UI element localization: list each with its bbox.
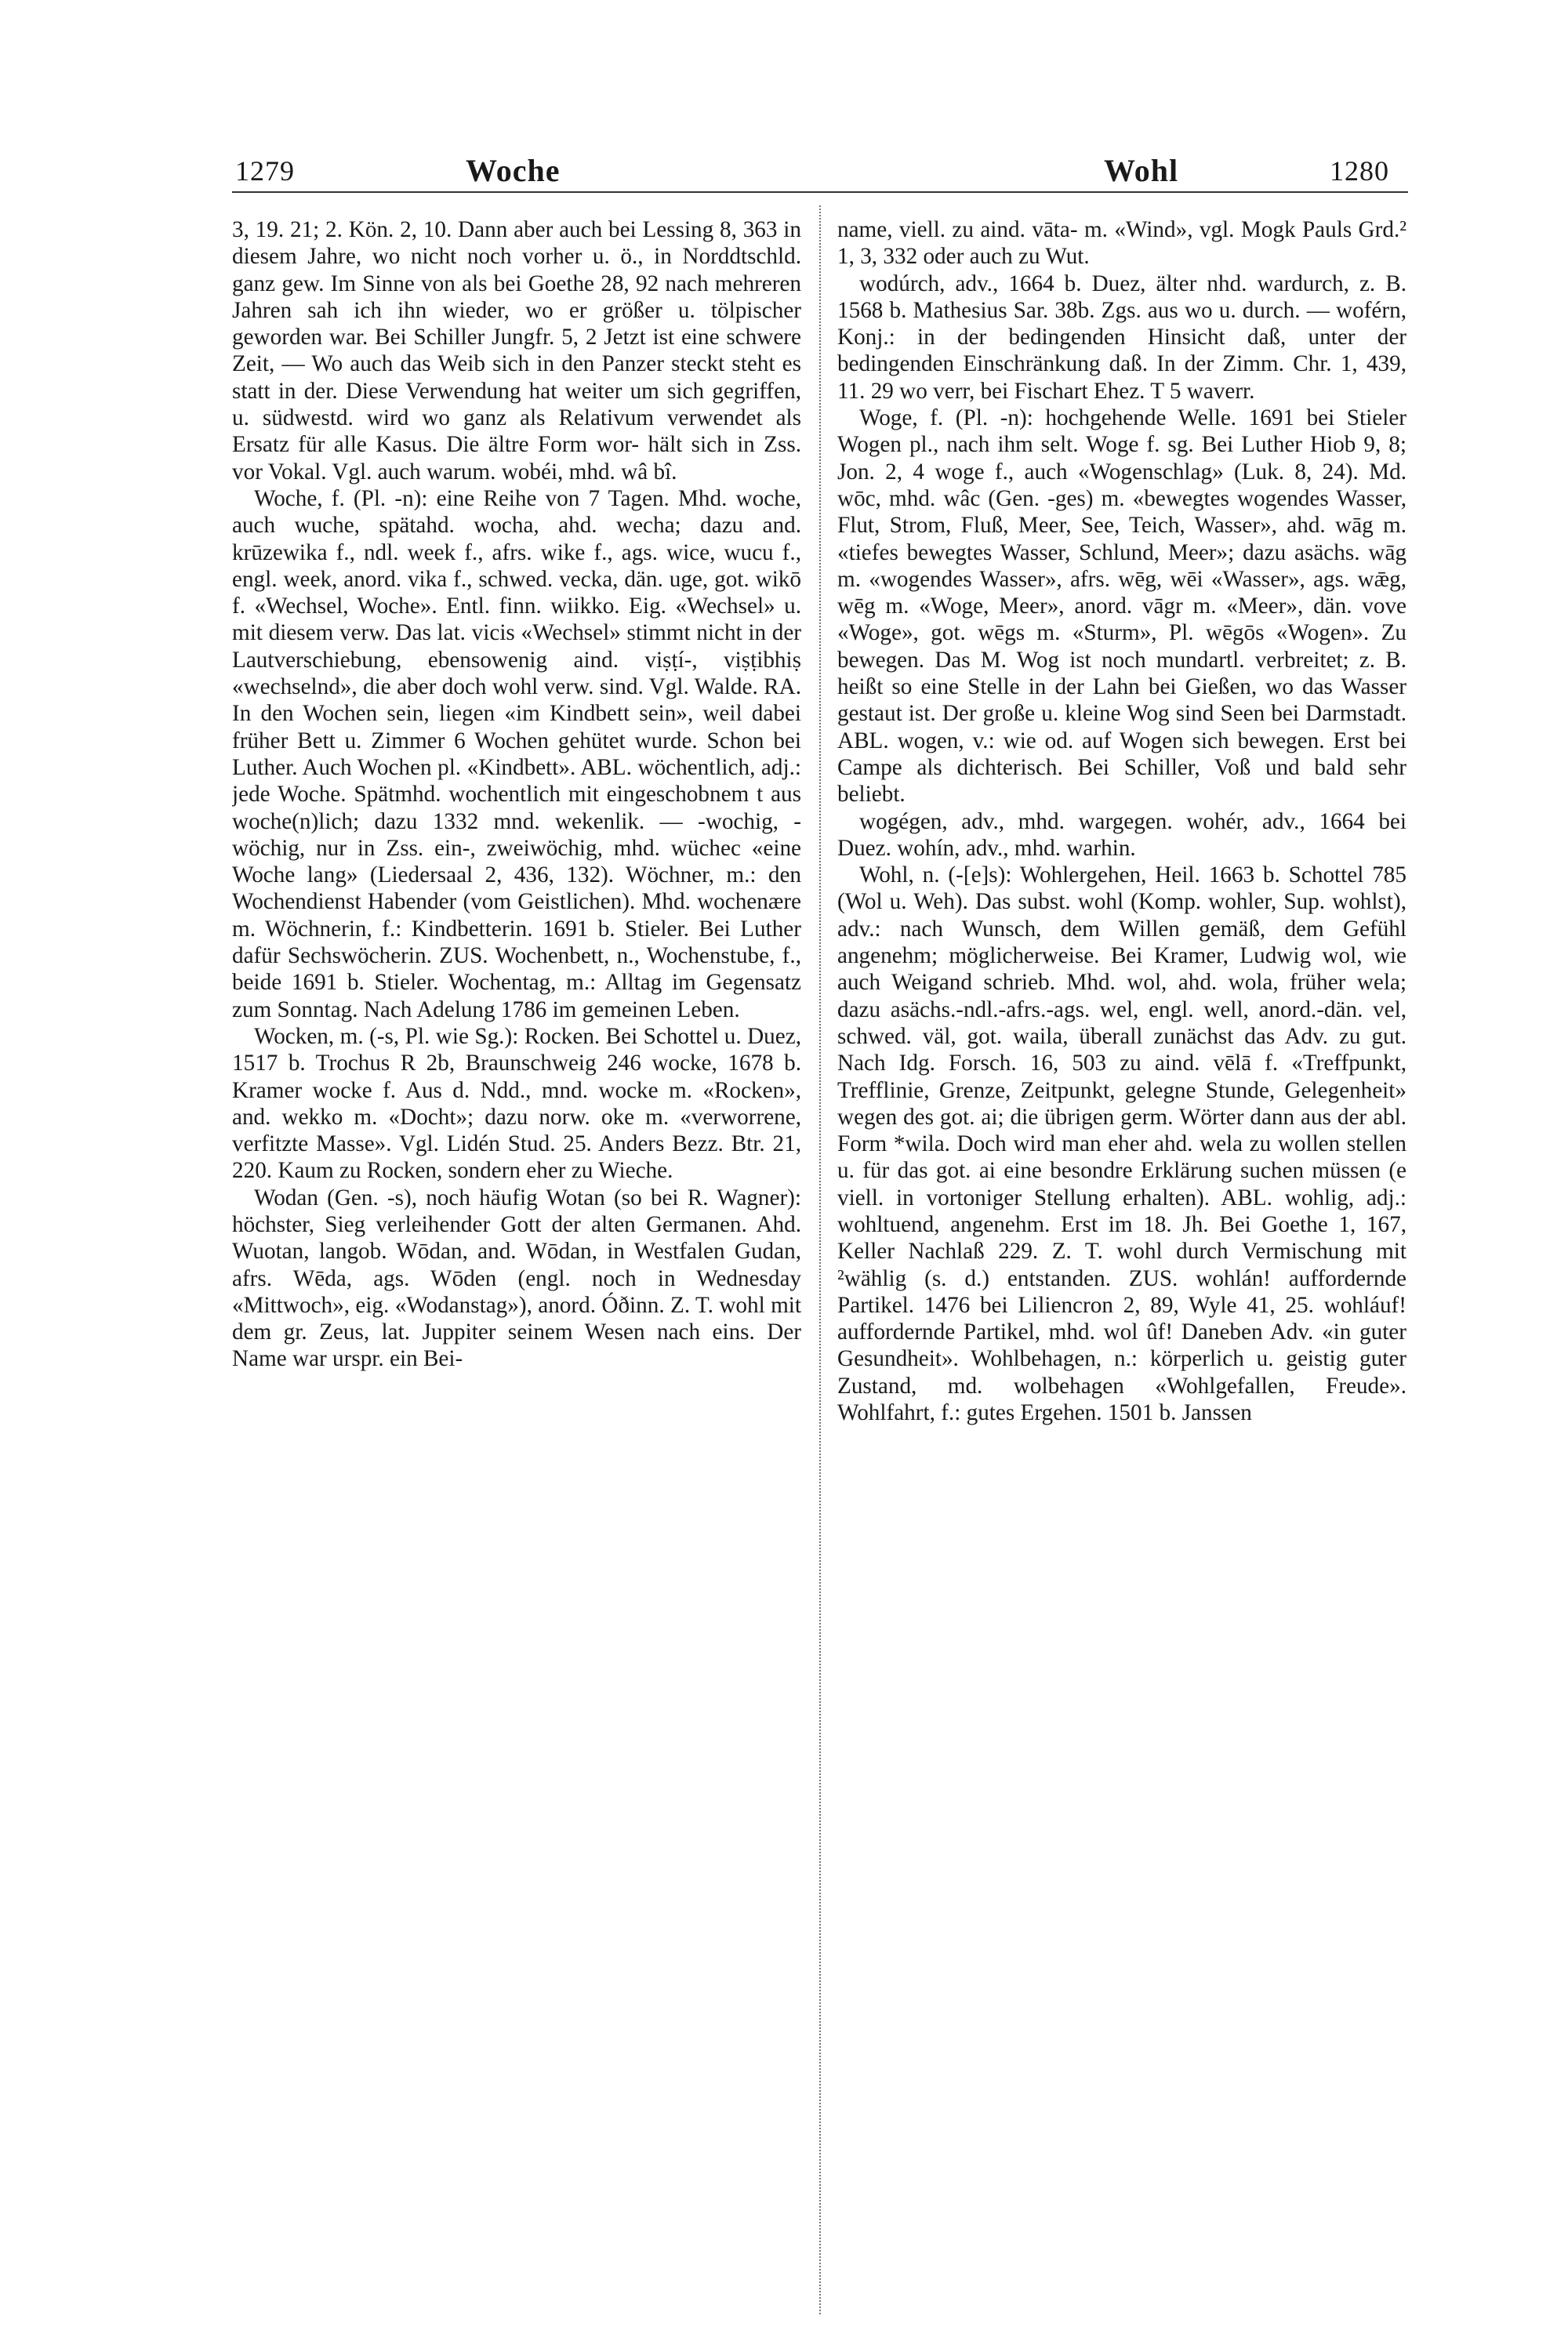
entry-wohl: Wohl, n. (-[e]s): Wohlergehen, Heil. 1663 b. Schottel 785 (Wol u. Weh). Das subst. wohl (Komp. wohler, Sup. wohlst), adv.: nach Wunsch, dem Willen gemäß, dem Gefühl angenehm; möglicherweise. Bei Kramer, Ludwig wol, wie auch Weigand schrieb. Mhd. wol, ahd. wola, früher wela; dazu asächs.-ndl.-afrs.-ags. wel, engl. well, anord.-dän. vel, schwed. väl, got. waila, überall zunächst das Adv. zu gut. Nach Idg. Forsch. 16, 503 zu aind. vēlā f. «Treffpunkt, Trefflinie, Grenze, Zeitpunkt, gelegne Stunde, Gelegenheit» wegen des got. ai; die übrigen germ. Wörter dann aus der abl. Form *wila. Doch wird man eher ahd. wela zu wollen stellen u. für das got. ai eine besondre Erklärung suchen müssen (e viell. in vortoniger Stellung erhalten). ABL. wohlig, adj.: wohltuend, angenehm. Erst im 18. Jh. Bei Goethe 1, 167, Keller Nachlaß 229. Z. T. wohl durch Vermischung mit ²wählig (s. d.) entstanden. ZUS. wohlán! auffordernde Partikel. 1476 bei Liliencron 2, 89, Wyle 41, 25. wohláuf! auffordernde Partikel, mhd. wol ûf! Daneben Adv. «in guter Gesundheit». Wohlbehagen, n.: körperlich u. geistig guter Zustand, md. wolbehagen «Wohlgefallen, Freude». Wohlfahrt, f.: gutes Ergehen. 1501 b. Janssen (837, 862, 1406, 1426)
entry-wogegen: wogégen, adv., mhd. wargegen. wohér, adv., 1664 bei Duez. wohín, adv., mhd. warhin. (837, 808, 1406, 861)
entry-wodurch: wodúrch, adv., 1664 b. Duez, älter nhd. wardurch, z. B. 1568 b. Mathesius Sar. 38b. Zgs. aus wo u. durch. — woférn, Konj.: in der bedingenden Hinsicht daß, unter der bedingenden Einschränkung daß. In der Zimm. Chr. 1, 439, 11. 29 wo verr, bei Fischart Ehez. T 5 waverr. (837, 270, 1406, 404)
left-page-number: 1279 (235, 155, 295, 187)
page-header (232, 154, 1408, 191)
right-column (837, 216, 1406, 2318)
entry-continuation: 3, 19. 21; 2. Kön. 2, 10. Dann aber auch bei Lessing 8, 363 in diesem Jahre, wo nicht noch vorher u. ö., in Norddtschld. ganz gew. Im Sinne von als bei Goethe 28, 92 nach mehreren Jahren sah ich ihn wieder, wo er größer u. tölpischer geworden war. Bei Schiller Jungfr. 5, 2 Jetzt ist eine schwere Zeit, — Wo auch das Weib sich in den Panzer steckt steht es statt in der. Diese Verwendung hat weiter um sich gegriffen, u. südwestd. wird wo ganz als Relativum verwendet als Ersatz für alle Kasus. Die ältre Form wor- hält sich in Zss. vor Vokal. Vgl. auch warum. wobéi, mhd. wâ bî. (232, 217, 801, 485)
entry-wodan: Wodan (Gen. -s), noch häufig Wotan (so bei R. Wagner): höchster, Sieg verleihender Gott der alten Germanen. Ahd. Wuotan, langob. Wōdan, and. Wōdan, in Westfalen Gudan, afrs. Wēda, ags. Wōden (engl. noch in Wednesday «Mittwoch», eig. «Wodanstag»), anord. Óðinn. Z. T. wohl mit dem gr. Zeus, lat. Juppiter seinem Wesen nach eins. Der Name war urspr. ein Bei- (232, 1185, 801, 1372)
column-divider (819, 205, 821, 2314)
header-rule (232, 191, 1408, 193)
entry-woge: Woge, f. (Pl. -n): hochgehende Welle. 1691 bei Stieler Wogen pl., nach ihm selt. Woge f. sg. Bei Luther Hiob 9, 8; Jon. 2, 4 woge f., auch «Wogenschlag» (Luk. 8, 24). Md. wōc, mhd. wâc (Gen. -ges) m. «bewegtes wogendes Wasser, Flut, Strom, Fluß, Meer, See, Teich, Wasser», ahd. wāg m. «tiefes bewegtes Wasser, Schlund, Meer»; dazu asächs. wāg m. «wogendes Wasser», afrs. wēg, wēi «Wasser», ags. wǣg, wēg m. «Woge, Meer», anord. vāgr m. «Meer», dän. vove «Woge», got. wēgs m. «Sturm», Pl. wēgōs «Wogen». Zu bewegen. Das M. Wog ist noch mundartl. verbreitet; z. B. heißt so eine Stelle in der Lahn bei Gießen, wo das Wasser gestaut ist. Der große u. kleine Wog sind Seen bei Darmstadt. ABL. wogen, v.: wie od. auf Wogen sich bewegen. Erst bei Campe als dichterisch. Bei Schiller, Voß und bald sehr beliebt. (837, 405, 1406, 808)
right-page-number: 1280 (1330, 155, 1389, 187)
left-running-head: Woche (466, 153, 561, 188)
left-column (232, 216, 801, 2318)
entry-wocken: Wocken, m. (-s, Pl. wie Sg.): Rocken. Bei Schottel u. Duez, 1517 b. Trochus R 2b, Braunschweig 246 wocke, 1678 b. Kramer wocke f. Aus d. Ndd., mnd. wocke m. «Rocken», and. wekko m. «Docht»; dazu norw. oke m. «verworrene, verfitzte Masse». Vgl. Lidén Stud. 25. Anders Bezz. Btr. 21, 220. Kaum zu Rocken, sondern eher zu Wieche. (232, 1023, 801, 1184)
entry-continuation: name, viell. zu aind. vāta- m. «Wind», vgl. Mogk Pauls Grd.² 1, 3, 332 oder auch zu Wut. (837, 217, 1406, 270)
right-running-head: Wohl (1104, 153, 1179, 188)
entry-woche: Woche, f. (Pl. -n): eine Reihe von 7 Tagen. Mhd. woche, auch wuche, spätahd. wocha, ahd. wecha; dazu and. krūzewika f., ndl. week f., afrs. wike f., ags. wice, wucu f., engl. week, anord. vika f., schwed. vecka, dän. uge, got. wikō f. «Wechsel, Woche». Entl. finn. wiikko. Eig. «Wechsel» u. mit diesem verw. Das lat. vicis «Wechsel» stimmt nicht in der Lautverschiebung, ebensowenig aind. viṣṭí-, viṣṭibhiṣ «wechselnd», die aber doch wohl verw. sind. Vgl. Walde. RA. In den Wochen sein, liegen «im Kindbett sein», weil dabei früher Bett u. Zimmer 6 Wochen gehütet wurde. Schon bei Luther. Auch Wochen pl. «Kindbett». ABL. wöchentlich, adj.: jede Woche. Spätmhd. wochentlich mit eingeschobnem t aus woche(n)lich; dazu 1332 mnd. wekenlik. — -wochig, -wöchig, nur in Zss. ein-, zweiwöchig, mhd. wüchec «eine Woche lang» (Liedersaal 2, 436, 132). Wöchner, m.: den Wochendienst Habender (vom Geistlichen). Mhd. wochenære m. Wöchnerin, f.: Kindbetterin. 1691 b. Stieler. Bei Luther dafür Sechswöcherin. ZUS. Wochenbett, n., Wochenstube, f., beide 1691 b. Stieler. Wochentag, m.: Alltag im Gegensatz zum Sonntag. Nach Adelung 1786 im gemeinen Leben. (232, 485, 801, 1022)
